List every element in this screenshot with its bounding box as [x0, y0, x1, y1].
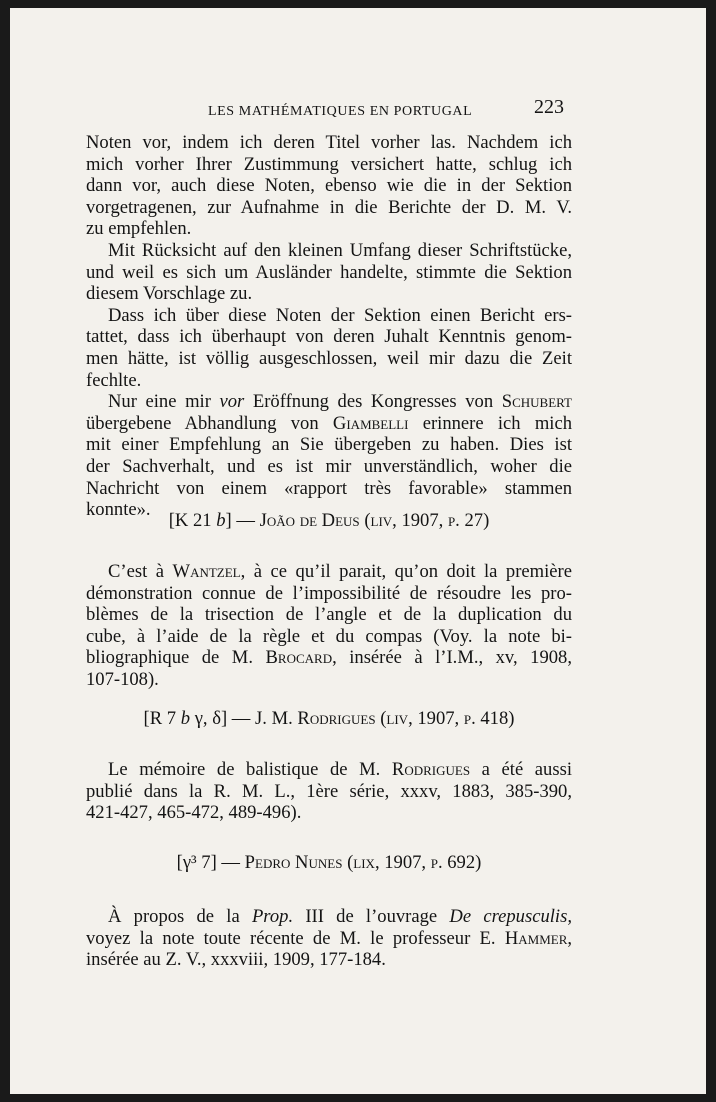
text-line: fechlte.: [86, 369, 142, 391]
text-line: und weil es sich um Ausländer handelte, stimmte die Sektion: [86, 261, 572, 283]
text-line: Le mémoire de balistique de M. Rodrigues a été aussi: [108, 759, 572, 780]
text-line: diesem Vorschlage zu.: [86, 283, 253, 305]
text-line: Nachricht von einem «rapport très favorable» stammen: [86, 477, 572, 499]
text-line: Noten vor, indem ich deren Titel vorher las. Nachdem ich: [86, 132, 572, 153]
text-line: 421-427, 465-472, 489-496).: [86, 802, 302, 824]
rodrigues-paragraph: [86, 759, 572, 824]
section-heading-pedro-nunes: [γ³ 7] — Pedro Nunes (lix, 1907, p. 692): [176, 852, 482, 873]
text-line: der Sachverhalt, und es ist mir unverständlich, woher die: [86, 455, 572, 477]
text-line: insérée au Z. V., xxxviii, 1909, 177-184.: [86, 949, 386, 971]
text-line: mich vorher Ihrer Zustimmung versichert hatte, schlug ich: [86, 153, 572, 175]
page-number: 223: [534, 96, 564, 118]
text-line: vorgetragenen, zur Aufnahme in die Berichte der D. M. V.: [86, 196, 572, 218]
text-line: démonstration connue de l’impossibilité de résoudre les pro-: [86, 582, 572, 604]
text-line: mit einer Empfehlung an Sie übergeben zu haben. Dies ist: [86, 434, 572, 456]
text-line: men hätte, ist völlig ausgeschlossen, weil mir dazu die Zeit: [86, 347, 572, 369]
text-line: voyez la note toute récente de M. le professeur E. Hammer,: [86, 927, 573, 949]
text-line: À propos de la Prop. III de l’ouvrage De crepusculis,: [108, 906, 572, 927]
text-line: Dass ich über diese Noten der Sektion einen Bericht ers-: [108, 304, 572, 326]
section-heading-joao-de-deus: [K 21 b] — João de Deus (liv, 1907, p. 27): [168, 510, 490, 531]
section-heading-rodrigues: [R 7 b γ, δ] — J. M. Rodrigues (liv, 1907, p. 418): [143, 708, 515, 729]
text-line: bliographique de M. Brocard, insérée à l’I.M., xv, 1908,: [86, 647, 572, 669]
text-line: cube, à l’aide de la règle et du compas (Voy. la note bi-: [86, 625, 572, 647]
text-line: übergebene Abhandlung von Giambelli erinnere ich mich: [86, 412, 573, 434]
wantzel-paragraph: [86, 561, 572, 691]
text-line: publié dans la R. M. L., 1ère série, xxxv, 1883, 385-390,: [86, 780, 572, 802]
german-letter-text: [86, 132, 572, 521]
text-line: tattet, dass ich überhaupt von deren Juhalt Kenntnis genom-: [86, 326, 572, 348]
text-line: Nur eine mir vor Eröffnung des Kongresses von Schubert: [108, 391, 572, 413]
text-line: blèmes de la trisection de l’angle et de la duplication du: [86, 604, 572, 626]
text-line: zu empfehlen.: [86, 218, 192, 240]
text-line: dann vor, auch diese Noten, ebenso wie die in der Sektion: [86, 175, 572, 197]
text-line: C’est à Wantzel, à ce qu’il parait, qu’on doit la première: [108, 561, 572, 582]
text-line: Mit Rücksicht auf den kleinen Umfang dieser Schriftstücke,: [108, 239, 572, 261]
text-line: 107-108).: [86, 668, 159, 690]
book-page: [10, 8, 706, 1094]
text-line: konnte».: [86, 499, 151, 521]
nunes-paragraph: [86, 906, 572, 971]
running-title: LES MATHÉMATIQUES EN PORTUGAL: [208, 104, 473, 119]
